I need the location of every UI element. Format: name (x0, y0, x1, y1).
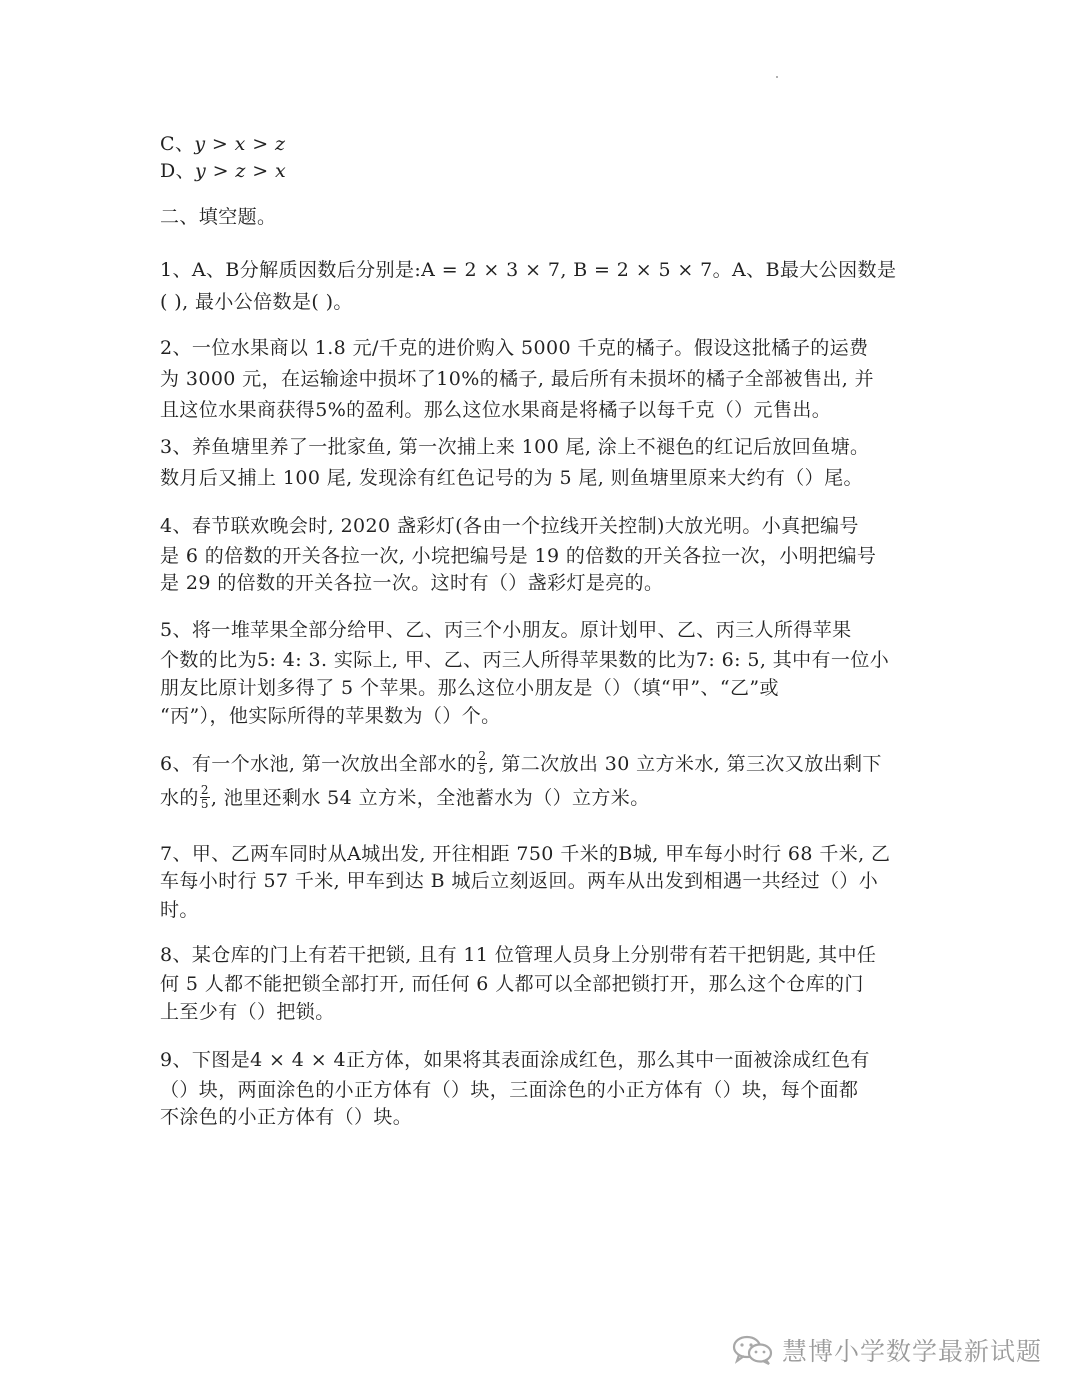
fraction-numerator: 2 (200, 782, 209, 797)
q9-line-3: 不涂色的小正方体有（）块。 (160, 1106, 413, 1128)
fraction-numerator: 2 (478, 748, 487, 763)
option-c-label: C、 (160, 133, 195, 155)
watermark (732, 1330, 1042, 1370)
q3-line-2: 数月后又捕上 100 尾, 发现涂有红色记号的为 5 尾, 则鱼塘里原来大约有（）尾。 (160, 467, 863, 489)
q8-line-3: 上至少有（）把锁。 (160, 1001, 335, 1023)
q4-line-1: 4、春节联欢晚会时, 2020 盏彩灯(各由一个拉线开关控制)大放光明。小真把编号 (160, 515, 859, 537)
q8-line-2: 何 5 人都不能把锁全部打开, 而任何 6 人都可以全部把锁打开，那么这个仓库的门 (160, 973, 864, 995)
q2-line-3: 且这位水果商获得5%的盈利。那么这位水果商是将橘子以每千克（）元售出。 (160, 399, 832, 421)
q5-line-1: 5、将一堆苹果全部分给甲、乙、丙三个小朋友。原计划甲、乙、丙三人所得苹果 (160, 619, 852, 641)
fraction-denominator: 5 (200, 796, 209, 811)
wechat-icon (732, 1335, 774, 1365)
q4-line-2: 是 6 的倍数的开关各拉一次, 小垸把编号是 19 的倍数的开关各拉一次，小明把编号 (160, 545, 877, 567)
option-d-expr: y > z > x (195, 160, 287, 182)
q9-line-1: 9、下图是4 × 4 × 4正方体，如果将其表面涂成红色，那么其中一面被涂成红色有 (160, 1049, 870, 1071)
q5-line-4: “丙”），他实际所得的苹果数为（）个。 (160, 705, 501, 727)
fraction-two-fifths (200, 784, 210, 811)
q6-line-1 (160, 747, 930, 781)
q2-line-2: 为 3000 元，在运输途中损坏了10%的橘子, 最后所有未损坏的橘子全部被售出, 并 (160, 368, 875, 390)
q1-line-2: ( ), 最小公倍数是( )。 (160, 291, 353, 313)
q3-line-1: 3、养鱼塘里养了一批家鱼, 第一次捕上来 100 尾, 涂上不褪色的红记后放回鱼塘。 (160, 436, 870, 458)
q5-line-3: 朋友比原计划多得了 5 个苹果。那么这位小朋友是（）（填“甲”、“乙”或 (160, 677, 779, 699)
q4-line-3: 是 29 的倍数的开关各拉一次。这时有（）盏彩灯是亮的。 (160, 572, 664, 594)
option-c-expr: y > x > z (194, 133, 286, 155)
q7-line-2: 车每小时行 57 千米, 甲车到达 B 城后立刻返回。两车从出发到相遇一共经过（）小 (160, 870, 879, 892)
q9-line-2: （）块，两面涂色的小正方体有（）块，三面涂色的小正方体有（）块，每个面都 (160, 1079, 859, 1101)
q1-line-1: 1、A、B分解质因数后分别是:A = 2 × 3 × 7, B = 2 × 5 × 7。A、B最大公因数是 (160, 259, 897, 281)
q6-line-2 (160, 781, 930, 815)
section-title: 二、填空题。 (160, 206, 277, 228)
q8-line-1: 8、某仓库的门上有若干把锁, 且有 11 位管理人员身上分别带有若干把钥匙, 其中任 (160, 944, 877, 966)
q6-line-2-start: 水的 (160, 787, 199, 809)
q6-line-2-end: , 池里还剩水 54 立方米，全池蓄水为（）立方米。 (210, 787, 650, 809)
q5-line-2: 个数的比为5: 4: 3. 实际上, 甲、乙、丙三人所得苹果数的比为7: 6: 5, 其中有一位小 (160, 649, 890, 671)
fraction-denominator: 5 (478, 762, 487, 777)
q6-line-1-end: , 第二次放出 30 立方米水, 第三次又放出剩下 (488, 753, 882, 775)
scan-speck (776, 76, 778, 78)
q7-line-3: 时。 (160, 899, 199, 921)
fraction-two-fifths (477, 750, 487, 777)
watermark-text: 慧博小学数学最新试题 (782, 1337, 1043, 1366)
option-d (160, 154, 930, 188)
q6-line-1-start: 6、有一个水池, 第一次放出全部水的 (160, 753, 477, 775)
option-d-label: D、 (160, 160, 196, 182)
q7-line-1: 7、甲、乙两车同时从A城出发, 开往相距 750 千米的B城, 甲车每小时行 68 千米, 乙 (160, 843, 891, 865)
q2-line-1: 2、一位水果商以 1.8 元/千克的进价购入 5000 千克的橘子。假设这批橘子的运费 (160, 337, 869, 359)
